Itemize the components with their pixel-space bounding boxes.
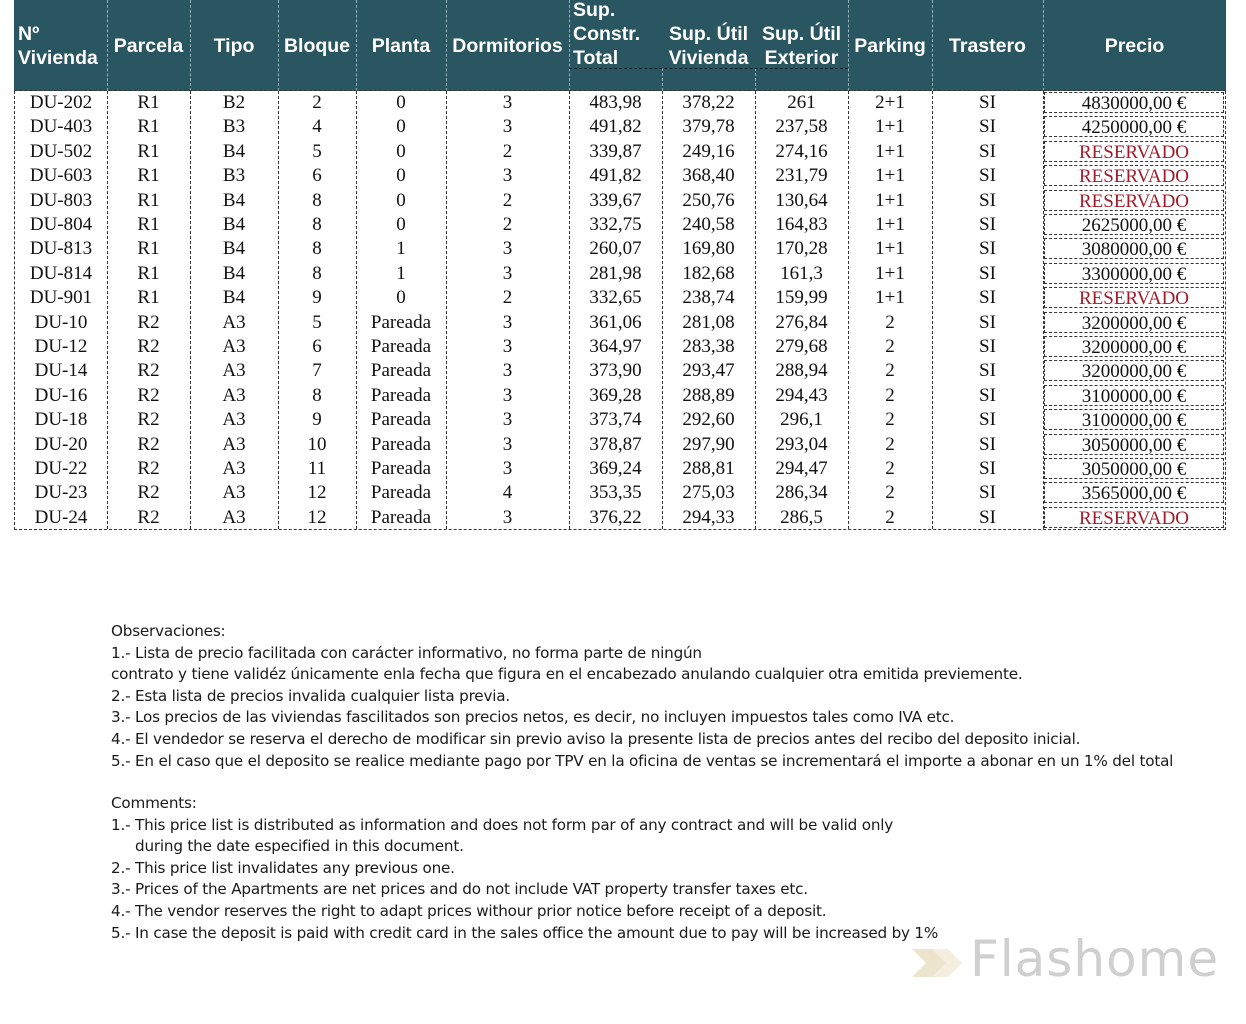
cell-bloque: 10	[307, 433, 327, 455]
cell-trastero: SI	[979, 140, 996, 162]
reserved-label: RESERVADO	[1044, 141, 1224, 162]
reserved-label: RESERVADO	[1044, 165, 1224, 186]
cell-constr: 376,22	[589, 506, 642, 528]
cell-constr: 281,98	[589, 262, 642, 284]
cell-bloque: 11	[307, 458, 327, 479]
cell-dormitorios: 3	[502, 116, 513, 138]
price-table	[14, 91, 1226, 530]
cell-parking: 1+1	[875, 116, 905, 138]
cell-vivienda: DU-403	[29, 116, 93, 138]
cell-util-viv: 240,58	[682, 214, 735, 235]
cell-util-ext: 164,83	[775, 214, 828, 235]
cell-parking: 1+1	[875, 238, 905, 260]
observaciones-line: 4.- El vendedor se reserva el derecho de modificar sin previo aviso la presente lista de precios antes del recibo del deposito inicial.	[111, 729, 1081, 748]
cell-vivienda: DU-202	[29, 92, 93, 113]
cell-bloque: 8	[312, 262, 322, 284]
cell-util-ext: 161,3	[780, 262, 823, 284]
cell-trastero: SI	[979, 384, 996, 406]
cell-parcela: R2	[137, 506, 160, 528]
table-row	[15, 189, 1225, 213]
cell-bloque: 8	[312, 238, 322, 260]
cell-util-viv: 249,16	[682, 140, 735, 162]
price-value: 3565000,00 €	[1044, 482, 1224, 503]
cell-util-ext: 294,43	[775, 384, 828, 406]
cell-util-ext: 286,34	[775, 482, 828, 504]
price-value: 3200000,00 €	[1044, 336, 1224, 357]
cell-constr: 369,28	[589, 384, 642, 406]
cell-bloque: 7	[312, 360, 322, 382]
cell-trastero: SI	[979, 214, 996, 235]
price-value: 3100000,00 €	[1044, 409, 1224, 430]
cell-parking: 1+1	[875, 214, 905, 235]
cell-planta: 0	[396, 189, 406, 211]
cell-bloque: 9	[312, 409, 322, 431]
cell-vivienda: DU-10	[34, 311, 88, 333]
cell-dormitorios: 3	[502, 384, 513, 406]
cell-trastero: SI	[979, 433, 996, 455]
cell-util-ext: 293,04	[775, 433, 828, 455]
cell-vivienda: DU-22	[34, 458, 88, 479]
cell-tipo: A3	[222, 311, 246, 333]
cell-tipo: A3	[222, 506, 246, 528]
cell-parking: 1+1	[875, 189, 905, 211]
header-trastero: Trastero	[949, 34, 1026, 57]
cell-dormitorios: 3	[502, 262, 513, 284]
header-vivienda: Nº Vivienda	[18, 22, 98, 69]
cell-bloque: 8	[312, 214, 322, 235]
cell-tipo: A3	[222, 384, 246, 406]
cell-planta: Pareada	[370, 506, 432, 528]
cell-vivienda: DU-813	[29, 238, 93, 260]
header-bloque: Bloque	[283, 34, 351, 57]
cell-parking: 2	[885, 360, 895, 382]
cell-constr: 491,82	[589, 165, 642, 187]
price-value: 2625000,00 €	[1044, 214, 1224, 235]
header-divider	[190, 0, 191, 91]
cell-parcela: R2	[137, 482, 160, 504]
table-row	[15, 433, 1225, 457]
cell-tipo: B4	[222, 189, 246, 211]
cell-bloque: 5	[312, 311, 322, 333]
cell-trastero: SI	[979, 311, 996, 333]
cell-planta: Pareada	[370, 311, 432, 333]
header-divider	[446, 0, 447, 91]
cell-tipo: B4	[222, 214, 246, 235]
cell-planta: 1	[396, 238, 406, 260]
cell-bloque: 5	[312, 140, 322, 162]
cell-util-ext: 231,79	[775, 165, 828, 187]
price-value: 3050000,00 €	[1044, 434, 1224, 455]
cell-planta: Pareada	[370, 482, 432, 504]
cell-util-viv: 250,76	[682, 189, 735, 211]
table-row	[15, 262, 1225, 286]
table-row	[15, 384, 1225, 408]
cell-planta: Pareada	[370, 433, 432, 455]
cell-util-ext: 237,58	[775, 116, 828, 138]
cell-util-ext: 294,47	[775, 458, 828, 479]
table-row	[15, 237, 1225, 261]
cell-util-ext: 279,68	[775, 336, 828, 357]
cell-parking: 1+1	[875, 165, 905, 187]
cell-util-ext: 274,16	[775, 140, 828, 162]
header-divider	[662, 68, 663, 91]
cell-parking: 2	[885, 384, 895, 406]
cell-planta: 0	[396, 214, 406, 235]
cell-planta: 0	[396, 140, 406, 162]
cell-parcela: R1	[137, 262, 160, 284]
cell-vivienda: DU-814	[29, 262, 93, 284]
cell-bloque: 12	[307, 506, 327, 528]
cell-planta: 0	[396, 116, 406, 138]
cell-parking: 2	[885, 311, 895, 333]
cell-trastero: SI	[979, 409, 996, 431]
cell-trastero: SI	[979, 262, 996, 284]
header-divider	[848, 0, 849, 91]
cell-util-ext: 296,1	[780, 409, 823, 431]
cell-util-ext: 276,84	[775, 311, 828, 333]
table-row	[15, 506, 1225, 530]
cell-constr: 491,82	[589, 116, 642, 138]
table-header	[14, 0, 1226, 91]
logo-chevron-icon	[910, 943, 970, 983]
cell-tipo: B4	[222, 140, 246, 162]
cell-vivienda: DU-804	[29, 214, 93, 235]
cell-util-viv: 288,81	[682, 458, 735, 479]
cell-util-viv: 238,74	[682, 287, 735, 309]
header-sup-util-exterior: Sup. Útil Exterior	[761, 22, 842, 69]
cell-util-viv: 379,78	[682, 116, 735, 138]
price-value: 4250000,00 €	[1044, 116, 1224, 137]
cell-dormitorios: 2	[502, 287, 513, 309]
comments-title: Comments:	[111, 794, 197, 812]
cell-util-viv: 293,47	[682, 360, 735, 382]
cell-planta: 0	[396, 92, 406, 113]
price-value: 3100000,00 €	[1044, 385, 1224, 406]
cell-trastero: SI	[979, 482, 996, 504]
cell-parcela: R1	[137, 92, 160, 113]
cell-parcela: R1	[137, 238, 160, 260]
cell-util-ext: 261	[787, 92, 816, 113]
cell-vivienda: DU-901	[29, 287, 93, 309]
cell-bloque: 6	[312, 165, 322, 187]
cell-dormitorios: 3	[502, 336, 513, 357]
cell-util-viv: 292,60	[682, 409, 735, 431]
cell-dormitorios: 2	[502, 189, 513, 211]
cell-parking: 2	[885, 409, 895, 431]
cell-parking: 1+1	[875, 287, 905, 309]
cell-trastero: SI	[979, 116, 996, 138]
cell-trastero: SI	[979, 360, 996, 382]
table-row	[15, 481, 1225, 505]
cell-util-viv: 182,68	[682, 262, 735, 284]
cell-trastero: SI	[979, 336, 996, 357]
cell-dormitorios: 3	[502, 433, 513, 455]
header-parcela: Parcela	[113, 34, 184, 57]
cell-dormitorios: 4	[502, 482, 513, 504]
cell-vivienda: DU-14	[34, 360, 88, 382]
cell-parking: 1+1	[875, 262, 905, 284]
cell-planta: Pareada	[370, 360, 432, 382]
cell-tipo: A3	[222, 482, 246, 504]
cell-bloque: 9	[312, 287, 322, 309]
cell-util-viv: 288,89	[682, 384, 735, 406]
cell-bloque: 4	[312, 116, 322, 138]
cell-tipo: B2	[222, 92, 246, 113]
cell-constr: 373,74	[589, 409, 642, 431]
cell-util-viv: 368,40	[682, 165, 735, 187]
cell-vivienda: DU-12	[34, 336, 88, 357]
price-value: 3080000,00 €	[1044, 238, 1224, 259]
cell-constr: 361,06	[589, 311, 642, 333]
cell-parcela: R2	[137, 360, 160, 382]
cell-dormitorios: 2	[502, 214, 513, 235]
price-value: 3200000,00 €	[1044, 312, 1224, 333]
cell-dormitorios: 3	[502, 238, 513, 260]
cell-constr: 339,67	[589, 189, 642, 211]
price-value: 3300000,00 €	[1044, 263, 1224, 284]
cell-tipo: B3	[222, 165, 246, 187]
cell-constr: 332,75	[589, 214, 642, 235]
table-row	[15, 115, 1225, 139]
table-row	[15, 213, 1225, 237]
cell-trastero: SI	[979, 458, 996, 479]
observaciones-title: Observaciones:	[111, 622, 226, 640]
comments-line: during the date especified in this document.	[135, 837, 464, 856]
cell-constr: 353,35	[589, 482, 642, 504]
cell-tipo: A3	[222, 336, 246, 357]
cell-util-ext: 286,5	[780, 506, 823, 528]
observaciones-line: contrato y tiene validéz únicamente enla fecha que figura en el encabezado anulando cualquier otra emitida previemente.	[111, 665, 1023, 684]
cell-trastero: SI	[979, 92, 996, 113]
cell-tipo: A3	[222, 458, 246, 479]
cell-constr: 378,87	[589, 433, 642, 455]
cell-constr: 260,07	[589, 238, 642, 260]
cell-planta: 0	[396, 287, 406, 309]
cell-util-ext: 159,99	[775, 287, 828, 309]
cell-parking: 2	[885, 458, 895, 479]
cell-planta: Pareada	[370, 458, 432, 479]
cell-bloque: 12	[307, 482, 327, 504]
observaciones-line: 2.- Esta lista de precios invalida cualquier lista previa.	[111, 686, 510, 705]
cell-dormitorios: 3	[502, 409, 513, 431]
price-value: 4830000,00 €	[1044, 92, 1224, 113]
header-divider	[1043, 0, 1044, 91]
reserved-label: RESERVADO	[1044, 287, 1224, 308]
price-value: 3050000,00 €	[1044, 458, 1224, 479]
cell-parcela: R1	[137, 165, 160, 187]
cell-vivienda: DU-502	[29, 140, 93, 162]
cell-util-viv: 275,03	[682, 482, 735, 504]
cell-vivienda: DU-18	[34, 409, 88, 431]
reserved-label: RESERVADO	[1044, 507, 1224, 528]
cell-planta: 0	[396, 165, 406, 187]
cell-parking: 2+1	[875, 92, 905, 113]
cell-dormitorios: 3	[502, 311, 513, 333]
comments-block	[111, 793, 938, 944]
cell-parking: 2	[885, 482, 895, 504]
header-precio: Precio	[1104, 34, 1165, 57]
cell-tipo: B3	[222, 116, 246, 138]
table-row	[15, 164, 1225, 188]
cell-vivienda: DU-23	[34, 482, 88, 504]
cell-dormitorios: 2	[502, 140, 513, 162]
cell-bloque: 2	[312, 92, 322, 113]
cell-constr: 364,97	[589, 336, 642, 357]
comments-line: 2.- This price list invalidates any previous one.	[111, 858, 455, 877]
cell-trastero: SI	[979, 189, 996, 211]
table-row	[15, 457, 1225, 481]
comments-line: 1.- This price list is distributed as information and does not form par of any contract and will be valid only	[111, 815, 894, 834]
cell-parking: 2	[885, 433, 895, 455]
cell-parcela: R2	[137, 433, 160, 455]
cell-util-viv: 294,33	[682, 506, 735, 528]
reserved-label: RESERVADO	[1044, 190, 1224, 211]
cell-dormitorios: 3	[502, 165, 513, 187]
cell-trastero: SI	[979, 506, 996, 528]
cell-vivienda: DU-20	[34, 433, 88, 455]
cell-constr: 373,90	[589, 360, 642, 382]
cell-planta: 1	[396, 262, 406, 284]
cell-bloque: 8	[312, 384, 322, 406]
cell-parcela: R1	[137, 189, 160, 211]
cell-trastero: SI	[979, 287, 996, 309]
logo-text: Flashome	[970, 930, 1220, 988]
header-subdivider	[569, 68, 848, 69]
cell-trastero: SI	[979, 165, 996, 187]
cell-constr: 369,24	[589, 458, 642, 479]
cell-vivienda: DU-24	[34, 506, 88, 528]
cell-parcela: R1	[137, 116, 160, 138]
cell-vivienda: DU-603	[29, 165, 93, 187]
observaciones-line: 5.- En el caso que el deposito se realice mediante pago por TPV en la oficina de ventas se incrementará el importe a abonar en un 1% del total	[111, 751, 1174, 770]
cell-util-ext: 288,94	[775, 360, 828, 382]
cell-parcela: R1	[137, 287, 160, 309]
comments-line: 5.- In case the deposit is paid with credit card in the sales office the amount due to pay will be increased by 1%	[111, 923, 939, 942]
cell-planta: Pareada	[370, 384, 432, 406]
cell-vivienda: DU-803	[29, 189, 93, 211]
header-sup-constr: Sup. Constr. Total	[573, 0, 641, 69]
cell-parking: 2	[885, 336, 895, 357]
cell-tipo: B4	[222, 287, 246, 309]
cell-util-viv: 378,22	[682, 92, 735, 113]
header-divider	[107, 0, 108, 91]
cell-parcela: R2	[137, 311, 160, 333]
comments-line: 4.- The vendor reserves the right to adapt prices withour prior notice before receipt of a deposit.	[111, 901, 827, 920]
header-dormitorios: Dormitorios	[452, 34, 563, 57]
cell-parcela: R2	[137, 384, 160, 406]
cell-constr: 332,65	[589, 287, 642, 309]
table-row	[15, 286, 1225, 310]
cell-bloque: 6	[312, 336, 322, 357]
cell-parking: 2	[885, 506, 895, 528]
cell-planta: Pareada	[370, 409, 432, 431]
cell-dormitorios: 3	[502, 360, 513, 382]
cell-dormitorios: 3	[502, 458, 513, 479]
cell-util-ext: 130,64	[775, 189, 828, 211]
cell-tipo: B4	[222, 238, 246, 260]
table-row	[15, 311, 1225, 335]
cell-dormitorios: 3	[502, 92, 513, 113]
header-parking: Parking	[854, 34, 926, 57]
cell-parcela: R2	[137, 458, 160, 479]
header-divider	[278, 0, 279, 91]
comments-line: 3.- Prices of the Apartments are net prices and do not include VAT property transfer taxes etc.	[111, 880, 808, 899]
cell-parking: 1+1	[875, 140, 905, 162]
cell-tipo: A3	[222, 360, 246, 382]
header-divider	[356, 0, 357, 91]
header-planta: Planta	[371, 34, 431, 57]
cell-tipo: A3	[222, 409, 246, 431]
table-row	[15, 359, 1225, 383]
table-row	[15, 335, 1225, 359]
cell-trastero: SI	[979, 238, 996, 260]
cell-tipo: B4	[222, 262, 246, 284]
cell-bloque: 8	[312, 189, 322, 211]
cell-planta: Pareada	[370, 336, 432, 357]
observaciones-block	[111, 621, 1173, 772]
cell-parcela: R2	[137, 409, 160, 431]
cell-parcela: R1	[137, 140, 160, 162]
cell-vivienda: DU-16	[34, 384, 88, 406]
table-row	[15, 91, 1225, 115]
header-tipo: Tipo	[213, 34, 255, 57]
cell-util-viv: 283,38	[682, 336, 735, 357]
cell-parcela: R1	[137, 214, 160, 235]
header-divider	[932, 0, 933, 91]
cell-constr: 483,98	[589, 92, 642, 113]
cell-util-viv: 169,80	[682, 238, 735, 260]
table-row	[15, 408, 1225, 432]
cell-tipo: A3	[222, 433, 246, 455]
header-divider	[755, 68, 756, 91]
observaciones-line: 1.- Lista de precio facilitada con carácter informativo, no forma parte de ningún	[111, 643, 702, 662]
observaciones-line: 3.- Los precios de las viviendas fascilitados son precios netos, es decir, no incluyen impuestos tales como IVA etc.	[111, 708, 955, 727]
header-sup-util-vivienda: Sup. Útil Vivienda	[668, 22, 749, 69]
flashome-logo	[910, 930, 1230, 988]
cell-util-viv: 281,08	[682, 311, 735, 333]
cell-util-ext: 170,28	[775, 238, 828, 260]
table-row	[15, 140, 1225, 164]
cell-constr: 339,87	[589, 140, 642, 162]
header-divider	[569, 0, 570, 91]
price-value: 3200000,00 €	[1044, 360, 1224, 381]
cell-dormitorios: 3	[502, 506, 513, 528]
cell-util-viv: 297,90	[682, 433, 735, 455]
cell-parcela: R2	[137, 336, 160, 357]
